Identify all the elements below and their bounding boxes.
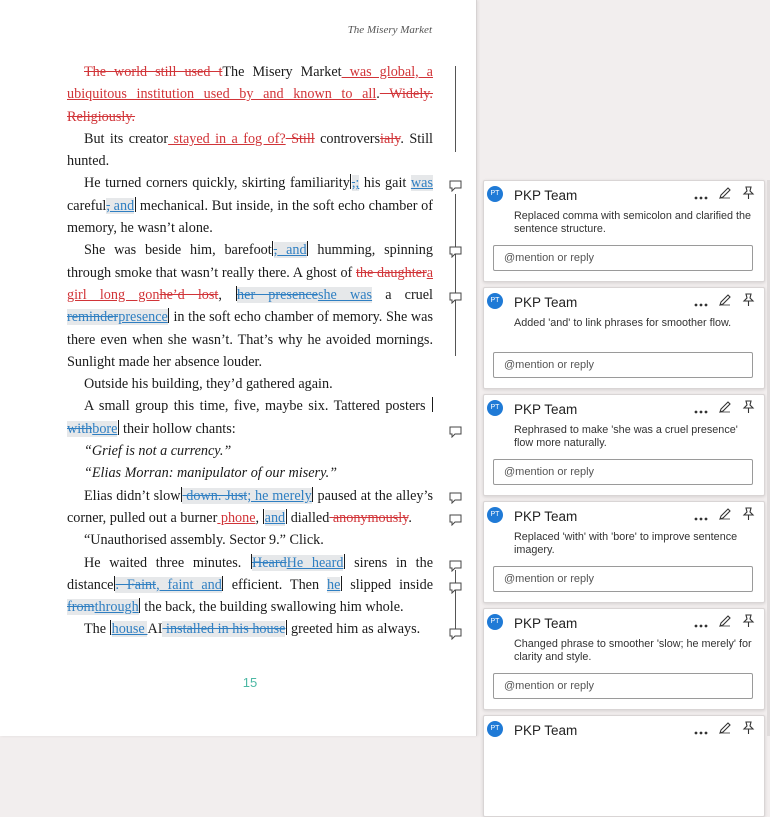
formatted-deletion[interactable]: down. Just (182, 487, 248, 504)
running-header: The Misery Market (347, 24, 432, 36)
resolve-thread-icon[interactable] (742, 293, 755, 312)
formatted-deletion[interactable]: with (67, 420, 93, 437)
pencil-icon[interactable] (718, 721, 732, 740)
formatted-insertion[interactable]: and (277, 242, 307, 259)
text-run: But its creator (84, 130, 169, 147)
paragraph (67, 172, 433, 239)
paragraph (67, 373, 433, 395)
text-run: . (376, 86, 380, 103)
comment-actions (694, 186, 755, 205)
more-options-icon[interactable] (694, 294, 708, 312)
pencil-icon[interactable] (718, 507, 732, 526)
page-number: 15 (242, 675, 258, 690)
avatar: PT (487, 186, 503, 202)
paragraph (67, 552, 433, 619)
paragraph (67, 239, 433, 373)
text-run: . (408, 509, 412, 526)
pencil-icon[interactable] (718, 186, 732, 205)
tracked-deletion[interactable]: Still (285, 130, 315, 147)
comment-card[interactable] (483, 715, 765, 817)
comment-card[interactable] (483, 394, 765, 496)
comment-actions (694, 293, 755, 312)
paragraph (67, 61, 433, 128)
comment-marker-icon[interactable] (449, 560, 461, 572)
avatar: PT (487, 614, 503, 630)
text-run: He turned corners quickly, skirting familiarity (84, 175, 350, 192)
paragraph (67, 462, 433, 484)
tracked-deletion[interactable]: he’d lost (159, 286, 219, 303)
reply-input[interactable]: @mention or reply (493, 459, 753, 485)
document-body[interactable] (67, 61, 433, 641)
formatted-deletion[interactable]: . Faint (115, 576, 157, 593)
text-run: , (255, 509, 263, 526)
formatted-deletion[interactable]: , (106, 197, 110, 214)
comment-card[interactable] (483, 287, 765, 389)
formatted-deletion[interactable]: , (351, 175, 356, 192)
more-options-icon[interactable] (694, 508, 708, 526)
comment-author: PKP Team (514, 402, 578, 417)
tracked-insertion[interactable]: was global, a ubiquitous institution used by and known to all (67, 64, 433, 103)
paragraph (67, 440, 433, 462)
pencil-icon[interactable] (718, 614, 732, 633)
more-options-icon[interactable] (694, 401, 708, 419)
comment-text: Changed phrase to smoother 'slow; he merely' for clarity and style. (514, 638, 752, 663)
comment-actions (694, 721, 755, 740)
formatted-deletion[interactable]: installed in his house (162, 621, 286, 638)
paragraph (67, 529, 433, 551)
comment-text: Replaced comma with semicolon and clarified the sentence structure. (514, 210, 752, 235)
avatar: PT (487, 721, 503, 737)
text-run: careful (67, 197, 107, 214)
formatted-insertion[interactable]: ; he merely (247, 487, 312, 504)
resolve-thread-icon[interactable] (742, 721, 755, 740)
italic-quote: “Grief is not a currency.” (84, 443, 232, 460)
paragraph (67, 128, 433, 173)
reply-input[interactable]: @mention or reply (493, 352, 753, 378)
resolve-thread-icon[interactable] (742, 614, 755, 633)
formatted-deletion[interactable]: from (67, 599, 95, 616)
comment-author: PKP Team (514, 188, 578, 203)
comment-text: Added 'and' to link phrases for smoother flow. (514, 317, 732, 329)
change-boundary-marker (432, 397, 433, 412)
comment-actions (694, 400, 755, 419)
tracked-deletion[interactable]: the daughter (355, 264, 427, 281)
text-run: efficient. Then (223, 576, 327, 593)
text-run: controvers (314, 130, 381, 147)
paragraph (67, 618, 433, 640)
text-run: . Still hunted. (67, 130, 433, 170)
text-run: greeted him as always. (287, 621, 421, 638)
formatted-insertion[interactable]: he (326, 576, 341, 593)
formatted-insertion[interactable]: through (94, 599, 139, 616)
reply-input[interactable]: @mention or reply (493, 245, 753, 271)
comment-marker-icon[interactable] (449, 180, 461, 192)
change-bar (455, 570, 456, 630)
text-run: The Misery Market (222, 64, 342, 80)
formatted-insertion[interactable]: ; (355, 175, 360, 192)
change-boundary-marker (110, 620, 111, 635)
text-run: his gait (359, 175, 411, 192)
formatted-insertion[interactable]: she was (317, 286, 373, 303)
text-run: a cruel (372, 286, 433, 303)
comment-author: PKP Team (514, 295, 578, 310)
text-run: their hollow chants: (119, 420, 236, 437)
text-run: sirens in the distance (67, 554, 434, 593)
formatted-insertion[interactable]: bore (92, 420, 118, 437)
italic-quote: “Elias Morran: manipulator of our misery.” (84, 465, 338, 482)
text-run: dialled (287, 509, 330, 526)
comment-marker-icon[interactable] (449, 514, 461, 526)
formatted-insertion[interactable]: and (109, 197, 135, 214)
formatted-deletion[interactable]: Heard (252, 554, 287, 571)
paragraph (67, 485, 433, 530)
comment-author: PKP Team (514, 509, 578, 524)
comment-actions (694, 614, 755, 633)
paragraph (67, 395, 433, 440)
text-run: paused at the alley’s corner, pulled out a burner (67, 487, 433, 526)
more-options-icon[interactable] (694, 615, 708, 633)
comment-author: PKP Team (514, 616, 578, 631)
tracked-insertion[interactable]: phone (217, 509, 256, 526)
formatted-insertion[interactable]: and (264, 509, 286, 526)
formatted-insertion[interactable]: , faint and (156, 576, 222, 593)
text-run: The (84, 621, 110, 638)
text-run: slipped inside (342, 576, 434, 593)
comment-marker-icon[interactable] (449, 426, 461, 438)
more-options-icon[interactable] (694, 722, 708, 740)
pencil-icon[interactable] (718, 400, 732, 419)
text-run: Outside his building, they’d gathered again. (84, 376, 333, 393)
text-run: humming, spinning through smoke that wasn’t really there. A ghost of (67, 242, 433, 281)
comment-actions (694, 507, 755, 526)
text-run: mechanical. But inside, in the soft echo chamber of memory, he wasn’t alone. (67, 197, 433, 237)
comment-card[interactable] (483, 608, 765, 710)
change-bar (455, 194, 456, 356)
comment-card[interactable] (483, 180, 765, 282)
formatted-deletion[interactable]: , (273, 242, 278, 259)
tracked-deletion[interactable]: anonymously (329, 509, 409, 526)
resolve-thread-icon[interactable] (742, 186, 755, 205)
formatted-insertion[interactable]: house (111, 621, 148, 638)
comment-card[interactable] (483, 501, 765, 603)
comment-marker-icon[interactable] (449, 292, 461, 304)
text-run: “Unauthorised assembly. Sector 9.” Click. (84, 532, 324, 549)
text-run: AI (147, 621, 163, 638)
comment-marker-icon[interactable] (449, 628, 461, 640)
change-boundary-marker (263, 509, 264, 524)
more-options-icon[interactable] (694, 187, 708, 205)
tracked-insertion[interactable]: a girl long gon (67, 264, 433, 303)
comment-text: Rephrased to make 'she was a cruel presence' flow more naturally. (514, 424, 738, 449)
tracked-deletion[interactable]: ialy (380, 130, 401, 147)
text-run: A small group this time, five, maybe six. Tattered posters (84, 398, 431, 415)
avatar: PT (487, 400, 503, 416)
change-bar (455, 66, 456, 152)
formatted-deletion[interactable]: reminder (67, 309, 119, 326)
comment-text: Replaced 'with' with 'bore' to improve sentence imagery. (514, 531, 738, 556)
formatted-insertion[interactable]: was (410, 175, 433, 192)
text-run: She was beside him, barefoot (84, 242, 272, 259)
reply-input[interactable]: @mention or reply (493, 673, 753, 699)
comment-marker-icon[interactable] (449, 246, 461, 258)
tracked-insertion[interactable]: stayed in a fog of? (168, 130, 286, 147)
reply-input[interactable]: @mention or reply (493, 566, 753, 592)
pencil-icon[interactable] (718, 293, 732, 312)
text-run: in the soft echo chamber of memory. She was there even when she wasn’t. That’s why he avoided mornings. Sunlight made her absence louder. (67, 309, 433, 370)
resolve-thread-icon[interactable] (742, 400, 755, 419)
resolve-thread-icon[interactable] (742, 507, 755, 526)
comment-author: PKP Team (514, 723, 578, 738)
text-run: the back, the building swallowing him whole. (140, 599, 404, 616)
text-run: Elias didn’t slow (84, 487, 181, 504)
tracked-deletion[interactable]: Widely. Religiously. (67, 86, 433, 125)
avatar: PT (487, 293, 503, 309)
comment-marker-icon[interactable] (449, 582, 461, 594)
avatar: PT (487, 507, 503, 523)
text-run: , (218, 286, 236, 303)
comment-marker-icon[interactable] (449, 492, 461, 504)
formatted-insertion[interactable]: presence (118, 309, 168, 326)
formatted-insertion[interactable]: He heard (286, 554, 344, 571)
text-run: He waited three minutes. (84, 554, 250, 571)
formatted-deletion[interactable]: her presence (237, 286, 318, 303)
tracked-deletion[interactable]: The world still used t (84, 64, 223, 80)
